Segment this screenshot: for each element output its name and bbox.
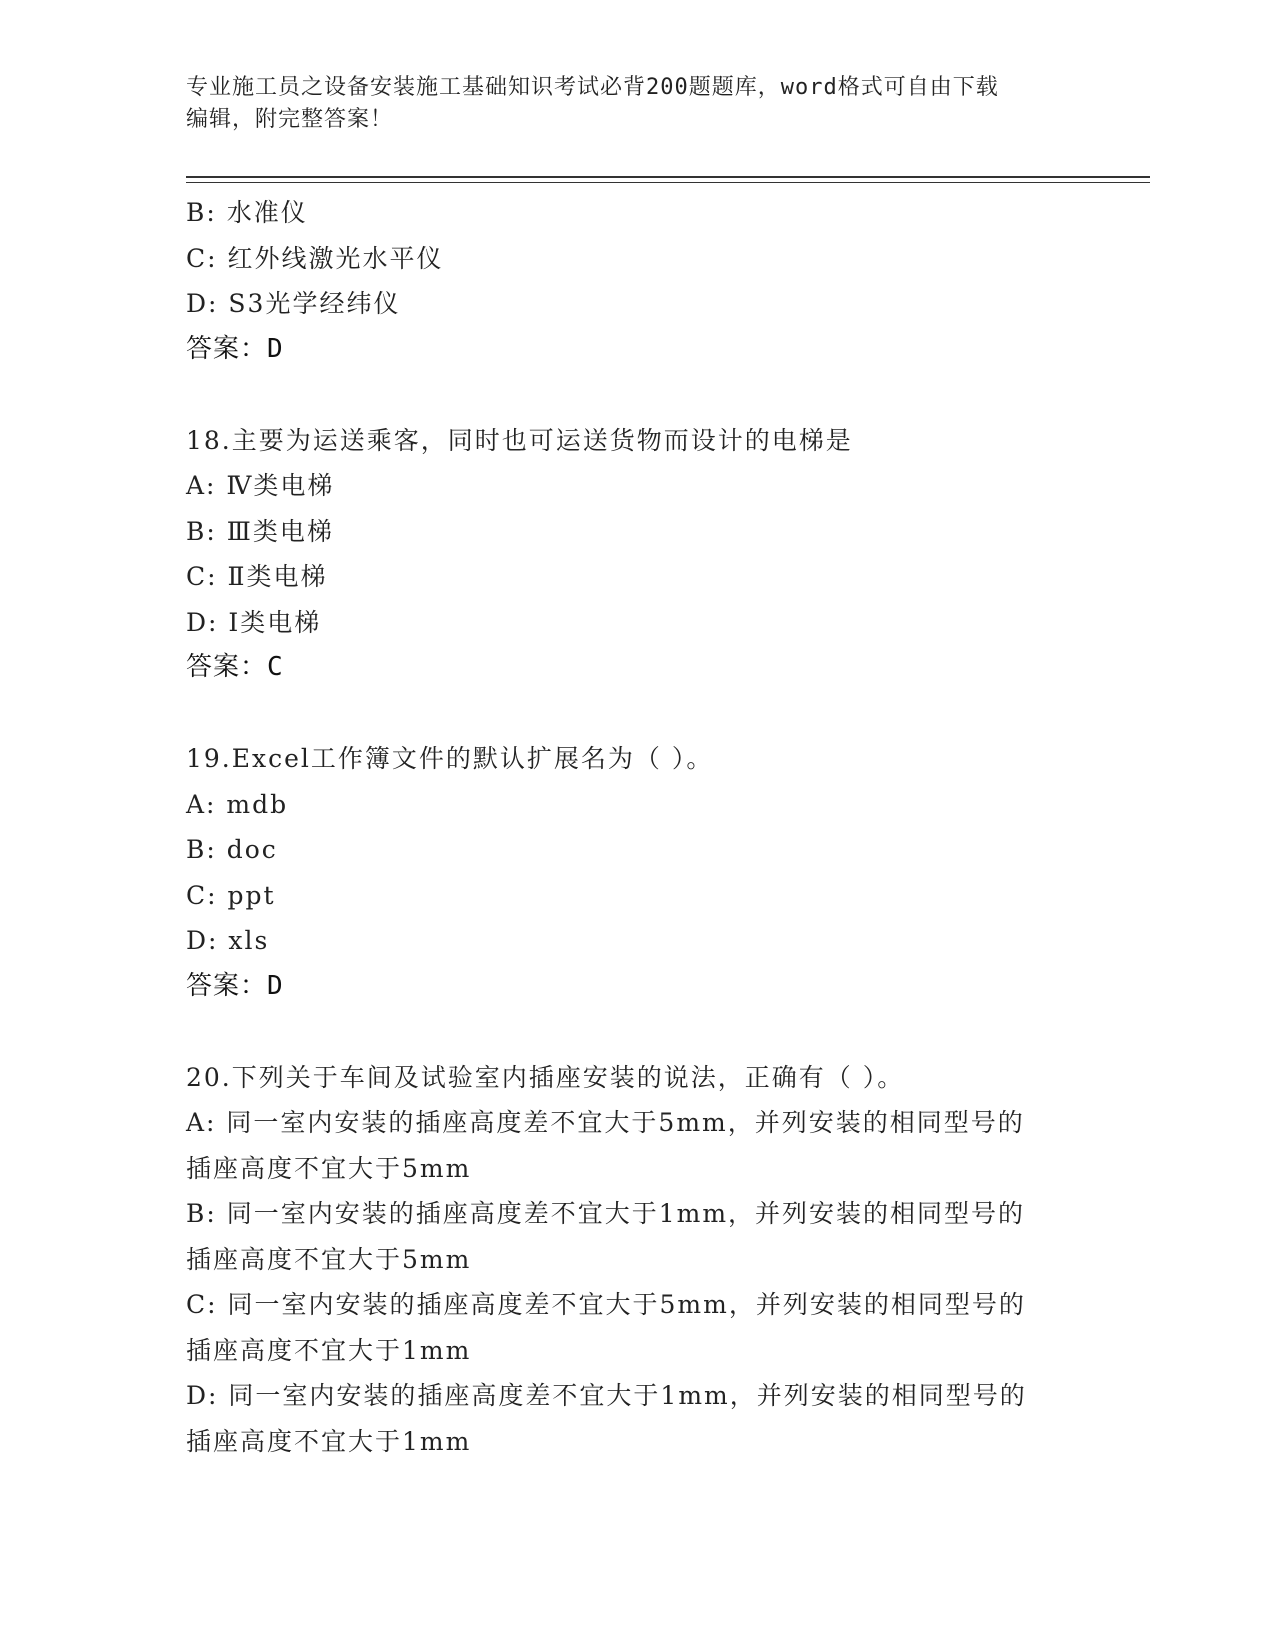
answer-line: 答案：D bbox=[186, 970, 284, 1001]
header-line-2: 编辑，附完整答案！ bbox=[186, 107, 394, 132]
option-a: A: 同一室内安装的插座高度差不宜大于5mm，并列安装的相同型号的 bbox=[186, 1108, 1025, 1137]
question-18: 18.主要为运送乘客，同时也可运送货物而设计的电梯是 bbox=[186, 425, 853, 455]
question-19: 19.Excel工作簿文件的默认扩展名为（ ）。 bbox=[186, 744, 714, 773]
document-header bbox=[186, 72, 1066, 136]
option-a: A: Ⅳ类电梯 bbox=[186, 471, 335, 500]
option-b: B: Ⅲ类电梯 bbox=[186, 516, 334, 546]
spacer bbox=[186, 1009, 1086, 1055]
option-d: D: xls bbox=[186, 926, 270, 955]
option-c: C: 同一室内安装的插座高度差不宜大于5mm，并列安装的相同型号的 bbox=[186, 1290, 1026, 1319]
answer-line: 答案：D bbox=[186, 333, 284, 364]
option-c-continued: 插座高度不宜大于1mm bbox=[186, 1335, 472, 1365]
option-b-continued: 插座高度不宜大于5mm bbox=[186, 1244, 472, 1274]
header-divider-thick bbox=[186, 176, 1150, 178]
spacer bbox=[186, 691, 1086, 737]
spacer bbox=[186, 372, 1086, 418]
option-a-continued: 插座高度不宜大于5mm bbox=[186, 1153, 472, 1183]
option-b: B: 同一室内安装的插座高度差不宜大于1mm，并列安装的相同型号的 bbox=[186, 1199, 1026, 1228]
option-b: B: 水准仪 bbox=[186, 198, 308, 227]
option-b: B: doc bbox=[186, 835, 278, 864]
option-a: A: mdb bbox=[186, 789, 289, 819]
option-c: C: ppt bbox=[186, 880, 276, 910]
question-20: 20.下列关于车间及试验室内插座安装的说法，正确有（ ）。 bbox=[186, 1062, 905, 1092]
option-c: C: Ⅱ类电梯 bbox=[186, 562, 328, 591]
option-c: C: 红外线激光水平仪 bbox=[186, 243, 444, 273]
option-d: D: Ⅰ类电梯 bbox=[186, 607, 322, 637]
header-line-1: 专业施工员之设备安装施工基础知识考试必背200题题库，word格式可自由下载 bbox=[186, 75, 999, 100]
option-d: D: S3光学经纬仪 bbox=[186, 289, 401, 318]
answer-line: 答案：C bbox=[186, 652, 284, 682]
option-d-continued: 插座高度不宜大于1mm bbox=[186, 1426, 472, 1456]
question-list bbox=[186, 190, 1086, 1464]
option-d: D: 同一室内安装的插座高度差不宜大于1mm，并列安装的相同型号的 bbox=[186, 1381, 1027, 1410]
header-divider-thin bbox=[186, 182, 1150, 183]
